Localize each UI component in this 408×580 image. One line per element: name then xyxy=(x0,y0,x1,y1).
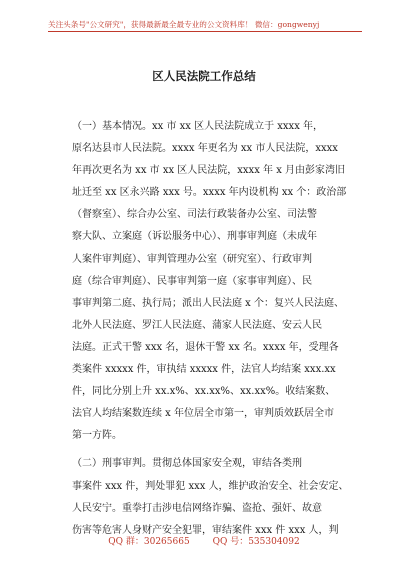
section-basic-situation xyxy=(72,116,350,447)
section-criminal-trial xyxy=(72,453,350,541)
paragraph-line: 事审判第二庭、执行局；派出人民法庭 x 个：复兴人民法庭、 xyxy=(72,297,344,309)
paragraph-line: 址迁至 xx 区永兴路 xxx 号。xxxx 年内设机构 xx 个：政治部 xyxy=(72,187,347,199)
document-title: 区人民法院工作总结 xyxy=(152,69,256,83)
footer-contact xyxy=(0,534,408,547)
paragraph-line: 年再次更名为 xx 市 xx 区人民法院，xxxx 年 x 月由彭家湾旧 xyxy=(72,165,346,177)
paragraph-line: 察大队、立案庭（诉讼服务中心）、刑事审判庭（未成年 xyxy=(72,231,317,243)
paragraph-line: 法庭。正式干警 xxx 名，退休干警 xx 名。xxxx 年，受理各 xyxy=(72,341,339,353)
paragraph-line: 类案件 xxxxx 件，审执结 xxxxx 件，法官人均结案 xxx.xx xyxy=(72,364,336,376)
header-divider xyxy=(48,31,362,32)
paragraph-line: 法官人均结案数连续 x 年位居全市第一，审判质效跃居全市 xyxy=(72,408,334,420)
qq-group-number: QQ 群：30265665 xyxy=(108,537,190,547)
paragraph-line: 第一方阵。 xyxy=(72,430,122,442)
paragraph-line: 北外人民法庭、罗江人民法庭、蒲家人民法庭、安云人民 xyxy=(72,319,322,331)
paragraph-line: （二）刑事审判。贯彻总体国家安全观，审结各类刑 xyxy=(72,458,302,470)
paragraph-line: 伤害等危害人身财产安全犯罪，审结案件 xxx 件 xxx 人，判 xyxy=(72,524,339,536)
paragraph-line: 件，同比分别上升 xx.x%、xx.xx%、xx.xx%。收结案数、 xyxy=(72,386,336,398)
header-banner: 关注头条号"公文研究"，获得最新最全最专业的公文资料库！ 微信：gongwenyj xyxy=(48,20,320,29)
paragraph-line: 事案件 xxx 件，判处罪犯 xxx 人，维护政治安全、社会安定、 xyxy=(72,480,349,492)
paragraph-line: 人民安宁。重拳打击涉电信网络诈骗、盗抢、强奸、故意 xyxy=(72,502,322,514)
paragraph-line: 原名达县市人民法院。xxxx 年更名为 xx 市人民法院，xxxx xyxy=(72,143,338,155)
paragraph-line: （督察室）、综合办公室、司法行政装备办公室、司法警 xyxy=(72,209,317,221)
paragraph-line: 人案件审判庭）、审判管理办公室（研究室）、行政审判 xyxy=(72,253,312,265)
qq-account-number: QQ 号：535304092 xyxy=(212,537,300,547)
paragraph-line: （一）基本情况。xx 市 xx 区人民法院成立于 xxxx 年， xyxy=(72,121,324,132)
document-body xyxy=(72,116,350,542)
paragraph-line: 庭（综合审判庭）、民事审判第一庭（家事审判庭）、民 xyxy=(72,275,312,287)
